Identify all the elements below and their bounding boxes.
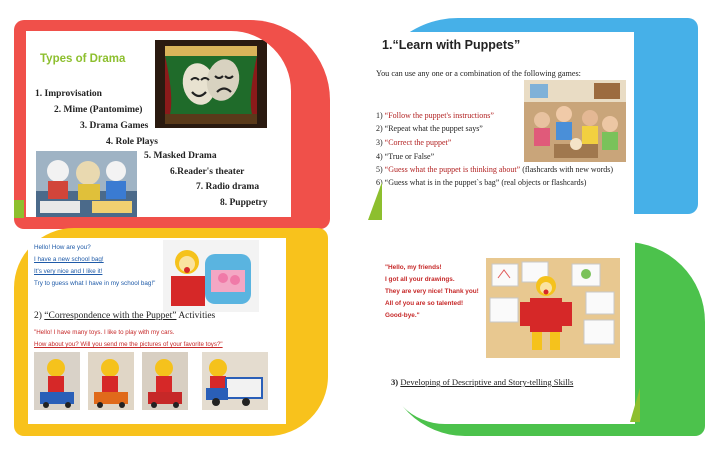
puppet-game-item: 4) “True or False” (376, 152, 435, 161)
slide-2-intro: You can use any one or a combination of the following games: (376, 69, 581, 78)
drama-type-item: 1. Improvisation (35, 89, 102, 99)
theater-masks-photo (155, 40, 267, 128)
puppet-letter-line: Good-bye." (385, 312, 420, 319)
puppet-school-bag-photo (163, 240, 259, 312)
puppet-with-toy-car-photo (34, 352, 80, 410)
drama-type-item: 2. Mime (Pantomime) (54, 105, 143, 115)
theater-masks-icon (155, 40, 267, 128)
slide-descriptive-skills[interactable] (385, 242, 635, 424)
puppet-message-line: Hello! How are you? (34, 244, 91, 251)
drama-type-item: 8. Puppetry (220, 198, 268, 208)
slide-1-accent (14, 200, 24, 218)
drama-type-item: 4. Role Plays (106, 137, 158, 147)
slide-correspondence[interactable] (28, 238, 286, 424)
puppet-letter-line: They are very nice! Thank you! (385, 288, 479, 295)
slide-learn-with-puppets[interactable] (368, 32, 634, 220)
puppet-letter-line: How about you? Will you send me the pictures of your favorite toys?" (34, 341, 223, 348)
puppet-game-item: 2) “Repeat what the puppet says” (376, 124, 483, 133)
puppet-with-drawings-photo (486, 258, 620, 358)
puppet-message-line: Try to guess what I have in my school bag!" (34, 280, 156, 287)
slide-1-title: Types of Drama (40, 53, 126, 65)
puppet-letter-line: "Hello, my friends! (385, 264, 442, 271)
puppet-game-item: 3) “Correct the puppet” (376, 138, 452, 147)
slide-types-of-drama[interactable] (26, 31, 291, 217)
drama-type-item: 3. Drama Games (80, 121, 149, 131)
classroom-puppets-photo (524, 80, 626, 162)
puppet-letter-line: I got all your drawings. (385, 276, 455, 283)
puppet-with-toy-car-photo (88, 352, 134, 410)
puppet-letter-line: All of you are so talented! (385, 300, 464, 307)
slide-4-heading: 3) Developing of Descriptive and Story-telling Skills (391, 377, 574, 387)
slide-3-heading: 2) “Correspondence with the Puppet” Activities (34, 311, 216, 321)
slide-2-accent (368, 182, 382, 220)
puppet-message-line: It's very nice and I like it! (34, 268, 103, 275)
puppet-game-item: 1) “Follow the puppet's instructions” (376, 111, 494, 120)
slide-4-accent (630, 388, 640, 422)
puppet-game-item: 6) “Guess what is in the puppet`s bag” (real objects or flashcards) (376, 178, 587, 187)
slide-2-title: 1.“Learn with Puppets” (382, 38, 521, 52)
masked-children-photo (36, 151, 137, 217)
puppet-message-line: I have a new school bag! (34, 256, 104, 263)
drama-type-item: 6.Reader's theater (170, 167, 245, 177)
drama-type-item: 7. Radio drama (196, 182, 260, 192)
puppet-with-toy-car-photo (142, 352, 188, 410)
puppet-game-item: 5) “Guess what the puppet is thinking about” (flashcards with new words) (376, 165, 614, 174)
drama-type-item: 5. Masked Drama (144, 151, 217, 161)
puppet-with-toy-truck-photo (202, 352, 268, 410)
puppet-letter-line: "Hello! I have many toys. I like to play with my cars. (34, 329, 175, 336)
